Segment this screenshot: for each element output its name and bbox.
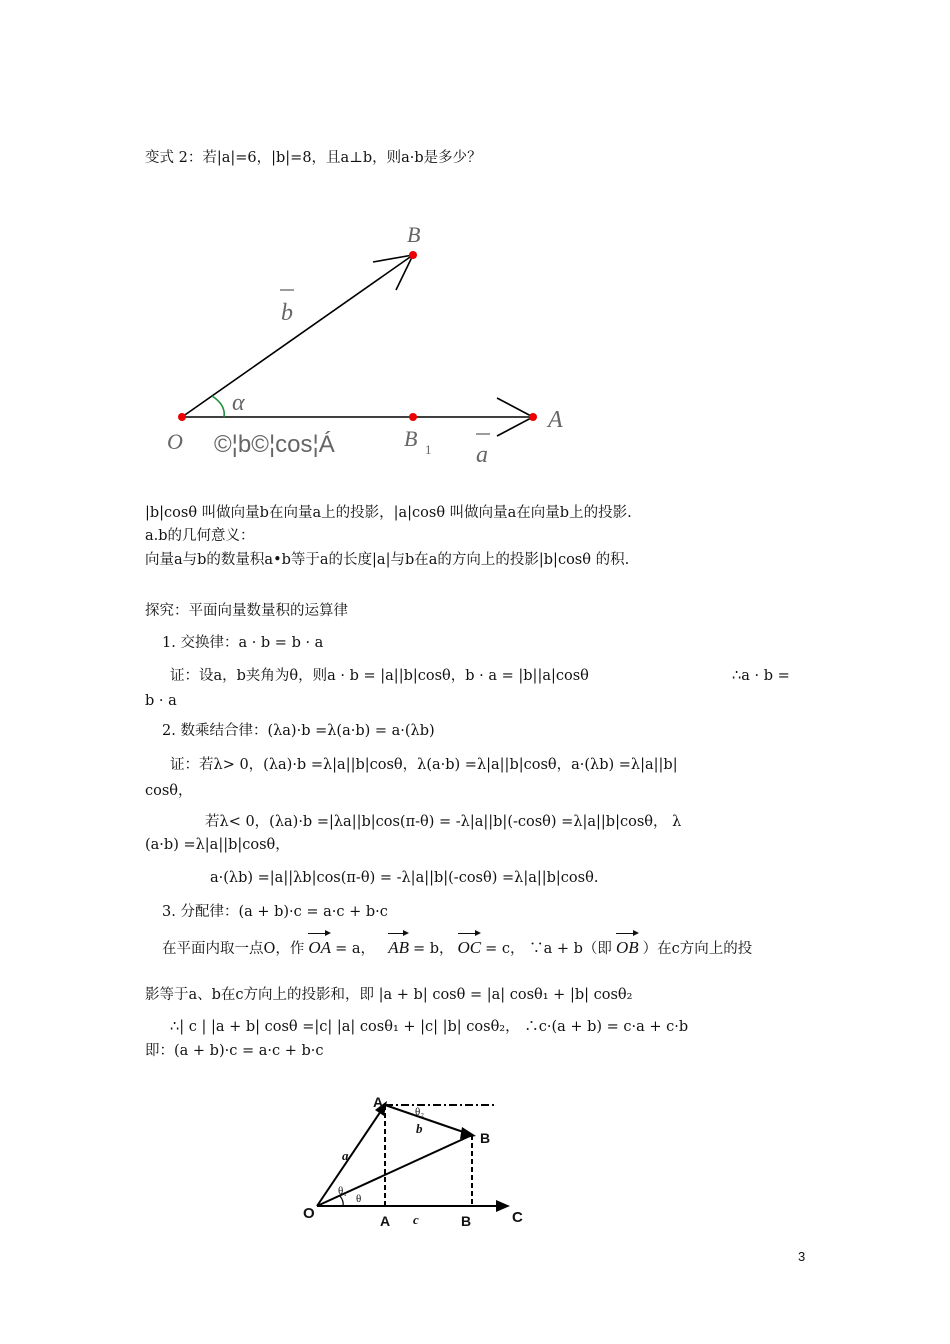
law3-construction-text-4: = c， ∵a + b（即	[485, 941, 612, 957]
law3-conclusion: 即：(a + b)·c = a·c + b·c	[145, 1043, 324, 1059]
vector-OB: OB	[615, 938, 639, 957]
law3-therefore: ∴| c | |a + b| cosθ =|c| |a| cosθ₁ + |c| |b| cosθ₂， ∴c·(a + b) = c·a + c·b	[170, 1019, 689, 1035]
fig2-label-C: C	[512, 1209, 523, 1226]
label-a: a	[476, 442, 488, 468]
distributive-law-figure	[303, 1094, 523, 1229]
fig2-label-theta1: θ₁	[338, 1185, 348, 1197]
geometric-meaning-body: 向量a与b的数量积a•b等于a的长度|a|与b在a的方向上的投影|b|cosθ 的积.	[145, 552, 630, 568]
law2-proof-negative-b: a·(λb) =|a||λb|cos(π-θ) = -λ|a||b|(-cosθ) =λ|a||b|cosθ.	[210, 870, 599, 886]
law2-proof-positive-cont: cosθ，	[145, 783, 193, 799]
label-B1: B	[404, 426, 418, 451]
law1-proof: 证：设a，b夹角为θ，则a · b = |a||b|cosθ，b · a = |b||a|cosθ	[170, 668, 589, 684]
point-B1	[409, 413, 417, 421]
law3-construction-text-1: 在平面内取一点O，作	[162, 941, 305, 957]
explore-heading: 探究：平面向量数量积的运算律	[145, 603, 348, 619]
fig2-label-O: O	[303, 1205, 315, 1222]
page-number: 3	[798, 1249, 806, 1264]
vector-b-line	[182, 255, 413, 417]
point-A	[529, 413, 537, 421]
law1-conclusion: ∴a · b =	[732, 668, 790, 684]
law3-construction-text-5: ）在c方向上的投	[642, 941, 753, 957]
law3-projection-sum: 影等于a、b在c方向上的投影和，即 |a + b| cosθ = |a| cosθ₁ + |b| cosθ₂	[145, 987, 633, 1003]
law3-construction-text-2: = a，	[335, 941, 375, 957]
fig2-label-a: a	[342, 1148, 349, 1163]
law3-distributive: 3. 分配律：(a + b)·c = a·c + b·c	[162, 904, 388, 920]
law2-proof-negative-cont: (a·b) =λ|a||b|cosθ，	[145, 837, 290, 853]
fig2-label-theta2: θ₂	[415, 1106, 425, 1118]
vector-b-arrowhead	[373, 255, 413, 290]
fig2-label-b: b	[416, 1121, 423, 1136]
vector-AB: AB	[388, 938, 409, 957]
fig2-label-B-right: B	[480, 1130, 491, 1146]
law3-construction-text-3: = b，	[412, 941, 454, 957]
label-alpha: α	[232, 390, 245, 416]
law1-commutative: 1. 交换律：a · b = b · a	[162, 635, 324, 651]
point-O	[178, 413, 186, 421]
fig2-label-c: c	[413, 1212, 419, 1227]
variant-question: 变式 2：若|a|=6，|b|=8，且a⊥b，则a·b是多少？	[145, 150, 482, 166]
label-B: B	[407, 222, 421, 247]
vector-b-line-2	[385, 1105, 472, 1135]
vector-OC: OC	[457, 938, 482, 957]
label-O: O	[167, 429, 183, 454]
point-B	[409, 251, 417, 259]
geometric-meaning-title: a.b的几何意义：	[145, 528, 255, 544]
label-projection: ©¦b©¦cos¦Á	[214, 431, 335, 458]
law2-associative: 2. 数乘结合律：(λa)·b =λ(a·b) = a·(λb)	[162, 723, 435, 739]
law2-proof-positive: 证：若λ> 0，(λa)·b =λ|a||b|cosθ，λ(a·b) =λ|a||b|cosθ，a·(λb) =λ|a||b|	[170, 757, 678, 773]
fig2-label-A-bottom: A	[380, 1213, 391, 1229]
label-B1-sub: 1	[425, 442, 432, 457]
projection-definition: |b|cosθ 叫做向量b在向量a上的投影，|a|cosθ 叫做向量a在向量b上的投影.	[145, 505, 632, 521]
angle-arc	[212, 396, 224, 417]
fig2-label-theta: θ	[356, 1193, 362, 1205]
label-b: b	[281, 300, 293, 326]
fig2-label-A-top: A	[373, 1094, 384, 1110]
label-A: A	[548, 407, 563, 433]
law2-proof-negative: 若λ< 0，(λa)·b =|λa||b|cos(π-θ) = -λ|a||b|(-cosθ) =λ|a||b|cosθ， λ	[205, 814, 682, 830]
axis-c-arrowhead	[496, 1200, 510, 1212]
law1-proof-cont: b · a	[145, 693, 177, 709]
angle-theta-arc	[340, 1196, 343, 1206]
fig2-label-B-bottom: B	[461, 1213, 472, 1229]
law3-construction	[162, 937, 752, 960]
vector-OA: OA	[308, 938, 332, 957]
